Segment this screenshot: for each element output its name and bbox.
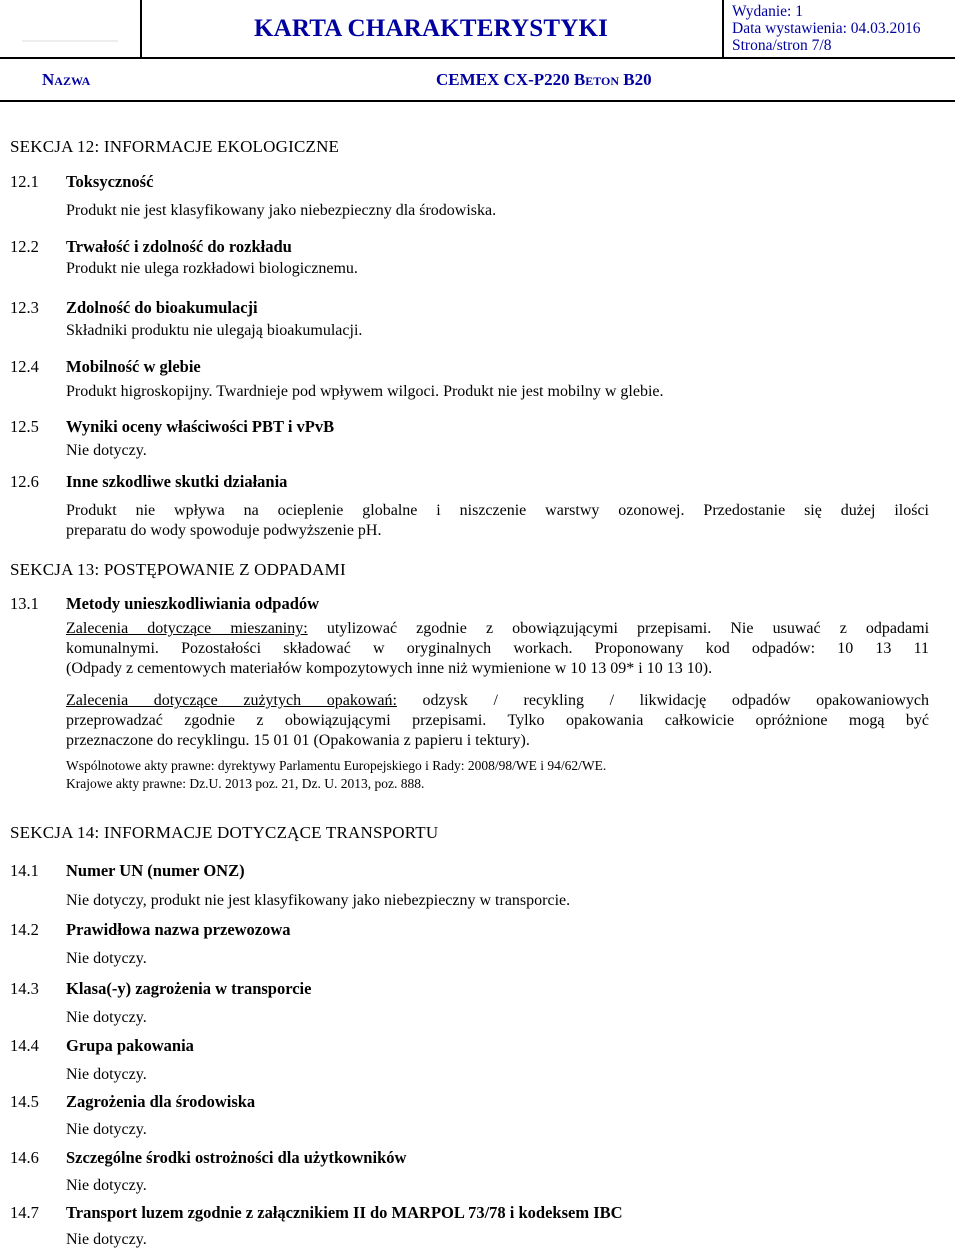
paragraph-line: przeznaczone do recyklingu. 15 01 01 (Opakowania z papieru i tektury).	[66, 732, 530, 749]
eu-legislation: Wspólnotowe akty prawne: dyrektywy Parlamentu Europejskiego i Rady: 2008/98/WE i 94/62/WE.	[66, 758, 607, 773]
subsection-title: Grupa pakowania	[66, 1036, 194, 1055]
subsection-title: Zdolność do bioakumulacji	[66, 298, 258, 317]
logo-cell	[0, 0, 142, 57]
subsection-text: Produkt nie jest klasyfikowany jako niebezpieczny dla środowiska.	[66, 202, 497, 219]
subsection-title: Wyniki oceny właściwości PBT i vPvB	[66, 417, 335, 436]
subsection-title: Zagrożenia dla środowiska	[66, 1092, 256, 1111]
subsection-text: Nie dotyczy.	[66, 1121, 147, 1138]
subsection-text: Nie dotyczy.	[66, 950, 147, 967]
product-name-label: Nazwa	[42, 69, 91, 89]
paragraph-line: komunalnymi. Pozostałości składować w oryginalnych workach. Proponowany kod odpadów: 10 13 11	[66, 640, 929, 657]
paragraph-line: Produkt nie wpływa na ocieplenie globalne i niszczenie warstwy ozonowej. Przedostanie się dużej ilości	[66, 502, 929, 519]
header-top-row	[0, 0, 955, 57]
subsection-text: Nie dotyczy, produkt nie jest klasyfikowany jako niebezpieczny w transporcie.	[66, 892, 571, 909]
packaging-recommendations-label: Zalecenia dotyczące zużytych opakowań:	[66, 692, 397, 709]
subsection-number: 14.1	[10, 861, 39, 880]
subsection-number: 14.5	[10, 1092, 39, 1111]
page-number: Strona/stron 7/8	[732, 37, 832, 54]
subsection-title: Prawidłowa nazwa przewozowa	[66, 920, 291, 939]
issue-date: Data wystawienia: 04.03.2016	[732, 20, 921, 37]
subsection-title: Transport luzem zgodnie z załącznikiem II do MARPOL 73/78 i kodeksem IBC	[66, 1203, 623, 1222]
subsection-number: 13.1	[10, 594, 39, 613]
product-name-value: CEMEX CX-P220 Beton B20	[436, 69, 652, 89]
subsection-title: Toksyczność	[66, 172, 154, 191]
subsection-title: Inne szkodliwe skutki działania	[66, 472, 288, 491]
logo-mark	[22, 40, 118, 42]
paragraph-line	[66, 691, 929, 711]
section-13-title: SEKCJA 13: POSTĘPOWANIE Z ODPADAMI	[10, 560, 346, 579]
subsection-number: 12.4	[10, 357, 39, 376]
subsection-text: Produkt higroskopijny. Twardnieje pod wpływem wilgoci. Produkt nie jest mobilny w glebie.	[66, 383, 664, 400]
subsection-text: Produkt nie ulega rozkładowi biologicznemu.	[66, 260, 358, 277]
paragraph-line: preparatu do wody spowoduje podwyższenie pH.	[66, 522, 382, 539]
subsection-paragraph	[66, 501, 929, 541]
subsection-number: 12.1	[10, 172, 39, 191]
national-legislation: Krajowe akty prawne: Dz.U. 2013 poz. 21, Dz. U. 2013, poz. 888.	[66, 776, 425, 791]
subsection-number: 12.3	[10, 298, 39, 317]
subsection-number: 12.2	[10, 237, 39, 256]
section-12-title: SEKCJA 12: INFORMACJE EKOLOGICZNE	[10, 137, 340, 156]
subsection-title: Numer UN (numer ONZ)	[66, 861, 245, 880]
edition-info	[722, 0, 955, 57]
subsection-number: 12.6	[10, 472, 39, 491]
subsection-text: Nie dotyczy.	[66, 1009, 147, 1026]
header-name-row	[0, 59, 955, 100]
subsection-text: Nie dotyczy.	[66, 1231, 147, 1248]
subsection-number: 12.5	[10, 417, 39, 436]
subsection-title: Klasa(-y) zagrożenia w transporcie	[66, 979, 312, 998]
paragraph-text: utylizować zgodnie z obowiązującymi przepisami. Nie usuwać z odpadami	[326, 620, 930, 637]
subsection-title: Metody unieszkodliwiania odpadów	[66, 594, 320, 613]
paragraph-line: przeprowadzać zgodnie z obowiązującymi przepisami. Tylko opakowania całkowicie opróżnione mogą być	[66, 712, 929, 729]
paragraph-line	[66, 619, 929, 639]
mixture-recommendations	[66, 619, 929, 679]
section-14-title: SEKCJA 14: INFORMACJE DOTYCZĄCE TRANSPORTU	[10, 823, 439, 842]
document-header	[0, 0, 955, 100]
subsection-number: 14.4	[10, 1036, 39, 1055]
subsection-number: 14.7	[10, 1203, 39, 1222]
document-title: KARTA CHARAKTERYSTYKI	[253, 14, 609, 42]
paragraph-line: (Odpady z cementowych materiałów kompozytowych inne niż wymienione w 10 13 09* i 10 13 10).	[66, 660, 713, 677]
subsection-text: Nie dotyczy.	[66, 1066, 147, 1083]
subsection-number: 14.6	[10, 1148, 39, 1167]
paragraph-text: odzysk / recykling / likwidację odpadów opakowaniowych	[422, 692, 930, 709]
subsection-number: 14.3	[10, 979, 39, 998]
subsection-title: Szczególne środki ostrożności dla użytkowników	[66, 1148, 407, 1167]
subsection-text: Składniki produktu nie ulegają bioakumulacji.	[66, 322, 363, 339]
header-bottom-border	[0, 100, 955, 102]
subsection-text: Nie dotyczy.	[66, 442, 147, 459]
subsection-number: 14.2	[10, 920, 39, 939]
edition-number: Wydanie: 1	[732, 3, 803, 20]
subsection-text: Nie dotyczy.	[66, 1177, 147, 1194]
packaging-recommendations	[66, 691, 929, 751]
mixture-recommendations-label: Zalecenia dotyczące mieszaniny:	[66, 620, 308, 637]
subsection-title: Mobilność w glebie	[66, 357, 201, 376]
subsection-title: Trwałość i zdolność do rozkładu	[66, 237, 292, 256]
